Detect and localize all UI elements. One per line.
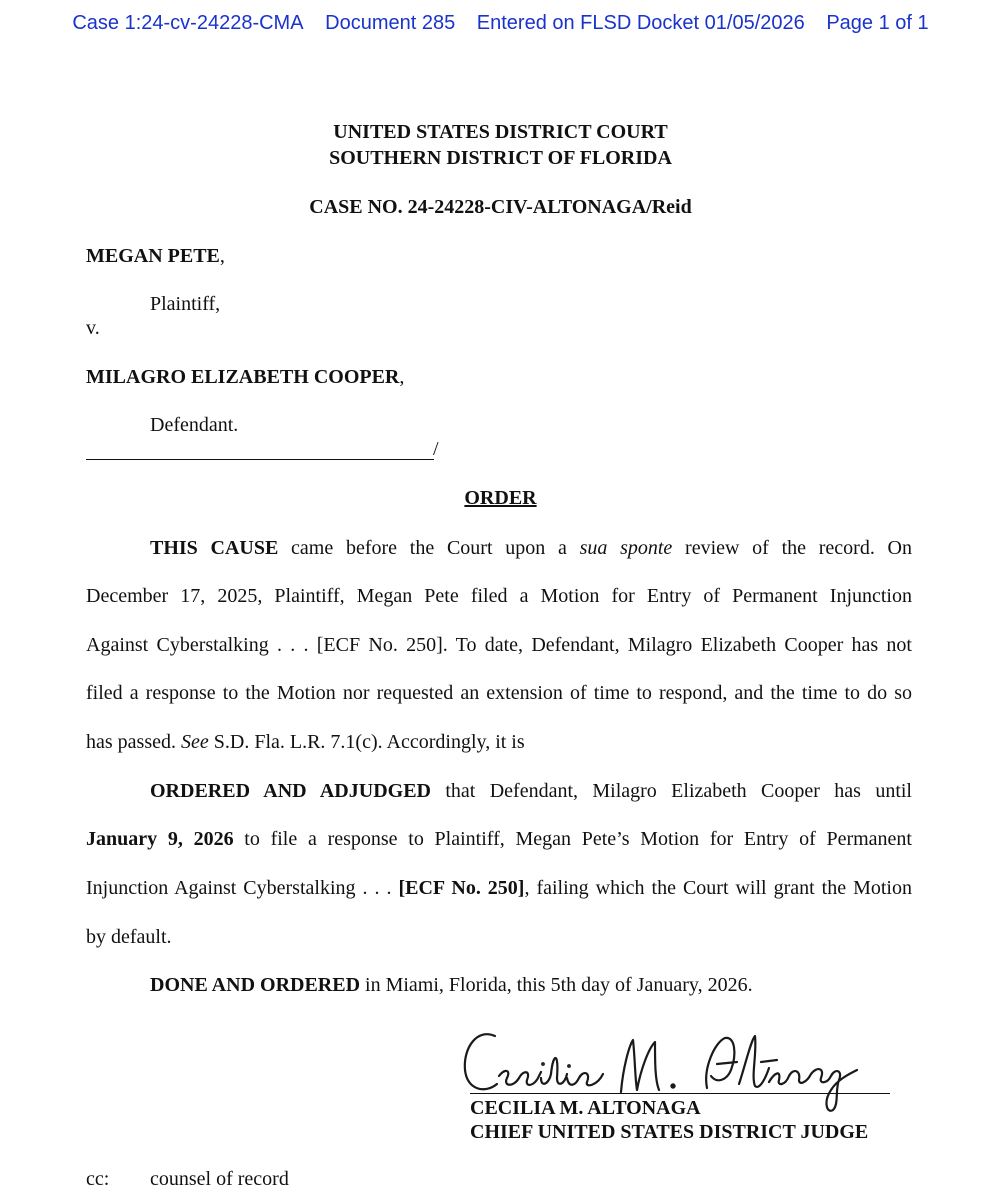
docket-stamp xyxy=(0,12,1001,35)
versus: v. xyxy=(86,317,100,339)
judge-title: CHIEF UNITED STATES DISTRICT JUDGE xyxy=(470,1121,869,1143)
stamp-document-number: Document 285 xyxy=(325,12,456,34)
defendant-role: Defendant. xyxy=(150,414,239,436)
court-district: SOUTHERN DISTRICT OF FLORIDA xyxy=(329,147,672,169)
p1-line1: THIS CAUSE came before the Court upon a sua sponte review of the record. On xyxy=(150,537,912,559)
plaintiff-role: Plaintiff, xyxy=(150,293,221,315)
p2-line3: Injunction Against Cyberstalking . . . [ECF No. 250], failing which the Court will grant the Motion xyxy=(86,877,912,899)
done-and-ordered: DONE AND ORDERED in Miami, Florida, this 5th day of January, 2026. xyxy=(150,974,753,996)
cc-label: cc: xyxy=(86,1168,110,1190)
plaintiff-name: MEGAN PETE xyxy=(86,245,220,267)
p2-line1: ORDERED AND ADJUDGED that Defendant, Milagro Elizabeth Cooper has until xyxy=(150,780,912,802)
p1-line5: has passed. See S.D. Fla. L.R. 7.1(c). Accordingly, it is xyxy=(86,731,525,753)
signature-line xyxy=(470,1093,890,1094)
stamp-entered-date: Entered on FLSD Docket 01/05/2026 xyxy=(476,12,805,34)
p1-line2: December 17, 2025, Plaintiff, Megan Pete filed a Motion for Entry of Permanent Injunction xyxy=(86,585,912,607)
p1-line3: Against Cyberstalking . . . [ECF No. 250]. To date, Defendant, Milagro Elizabeth Cooper has not xyxy=(86,634,912,656)
p2-line4: by default. xyxy=(86,926,172,948)
stamp-case-number: Case 1:24-cv-24228-CMA xyxy=(72,12,304,34)
plaintiff-line: MEGAN PETE, xyxy=(86,245,225,267)
caption-divider xyxy=(86,459,434,460)
order-title: ORDER xyxy=(464,487,537,509)
stamp-page-count: Page 1 of 1 xyxy=(826,12,929,34)
defendant-line: MILAGRO ELIZABETH COOPER, xyxy=(86,366,405,388)
court-name: UNITED STATES DISTRICT COURT xyxy=(333,121,668,143)
defendant-name: MILAGRO ELIZABETH COOPER xyxy=(86,366,400,388)
p1-line4: filed a response to the Motion nor requested an extension of time to respond, and the time to do so xyxy=(86,682,912,704)
caption-slash: / xyxy=(433,438,439,460)
case-number: CASE NO. 24-24228-CIV-ALTONAGA/Reid xyxy=(309,196,692,218)
judge-name: CECILIA M. ALTONAGA xyxy=(470,1097,701,1119)
cc-value: counsel of record xyxy=(150,1168,289,1190)
p2-line2: January 9, 2026 to file a response to Plaintiff, Megan Pete’s Motion for Entry of Permanent xyxy=(86,828,912,850)
